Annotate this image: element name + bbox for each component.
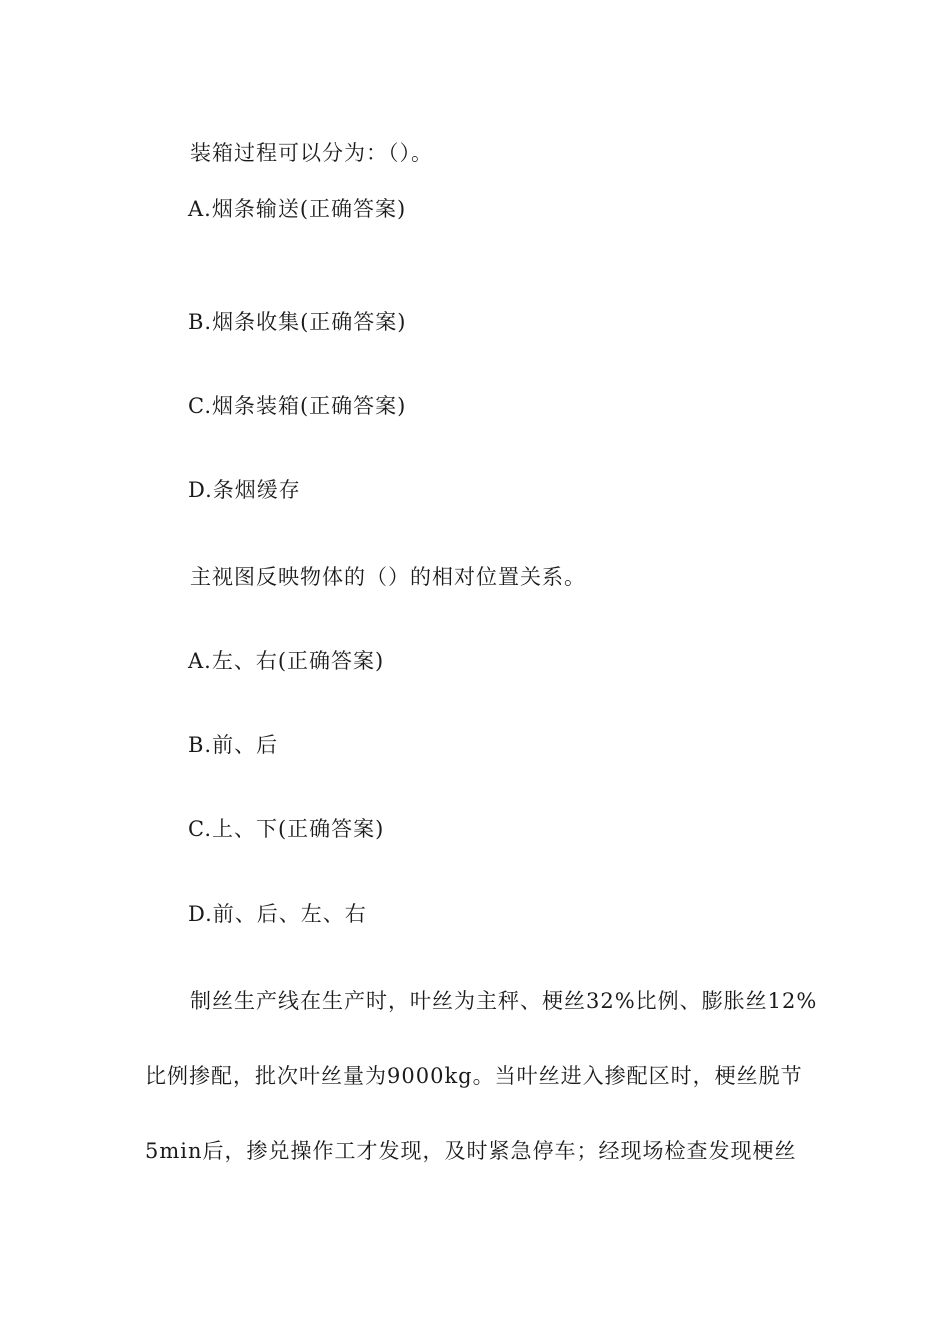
question-1-option-c: C.烟条装箱(正确答案) <box>188 394 407 418</box>
question-2-option-b: B.前、后 <box>188 733 279 757</box>
question-1-option-b: B.烟条收集(正确答案) <box>188 310 407 334</box>
paragraph-line-2: 比例掺配，批次叶丝量为9000kg。当叶丝进入掺配区时，梗丝脱节 <box>145 1064 803 1088</box>
question-2-option-a: A.左、右(正确答案) <box>188 649 385 673</box>
question-1-option-a: A.烟条输送(正确答案) <box>188 197 407 221</box>
paragraph-line-3: 5min后，掺兑操作工才发现，及时紧急停车；经现场检查发现梗丝 <box>145 1139 797 1163</box>
question-1-stem: 装箱过程可以分为：（）。 <box>190 141 433 165</box>
question-2-option-c: C.上、下(正确答案) <box>188 817 385 841</box>
paragraph-line-1: 制丝生产线在生产时，叶丝为主秤、梗丝32%比例、膨胀丝12% <box>190 989 818 1013</box>
question-1-option-d: D.条烟缓存 <box>188 478 301 502</box>
question-2-stem: 主视图反映物体的（）的相对位置关系。 <box>190 565 586 589</box>
question-2-option-d: D.前、后、左、右 <box>188 902 367 926</box>
